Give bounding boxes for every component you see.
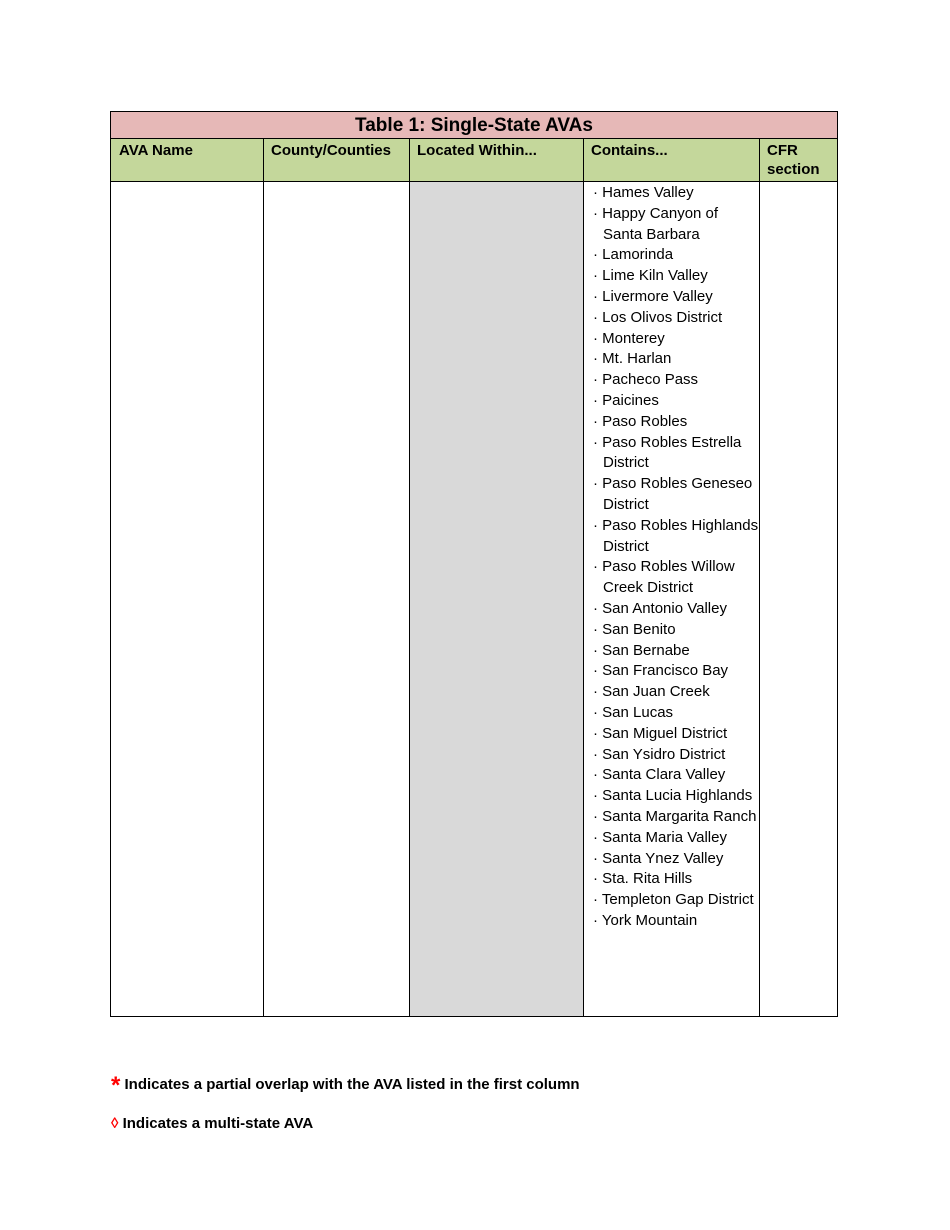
header-cfr-section: CFR section bbox=[767, 142, 820, 178]
contains-list-item: · San Ysidro District bbox=[593, 745, 726, 763]
contains-list-item: · Paso Robles Highlands District bbox=[593, 516, 759, 555]
contains-list-item: · Santa Maria Valley bbox=[593, 828, 727, 846]
contains-list-item: · San Juan Creek bbox=[593, 683, 710, 701]
column-divider bbox=[263, 139, 264, 1016]
contains-list-item: · San Lucas bbox=[593, 703, 674, 721]
contains-list-item: · San Miguel District bbox=[593, 724, 728, 742]
contains-list-item: · Paso Robles Estrella District bbox=[593, 433, 742, 472]
contains-list-item: · Santa Clara Valley bbox=[593, 766, 726, 784]
contains-list-item: · Lamorinda bbox=[593, 246, 674, 264]
contains-list-item: · San Antonio Valley bbox=[593, 599, 727, 617]
diamond-icon: ◊ bbox=[111, 1115, 119, 1132]
contains-list bbox=[584, 183, 759, 932]
header-ava-name: AVA Name bbox=[119, 142, 193, 159]
contains-list-item: · Santa Lucia Highlands bbox=[593, 787, 753, 805]
contains-list-item: · Sta. Rita Hills bbox=[593, 870, 693, 888]
contains-list-item: · Hames Valley bbox=[593, 184, 694, 201]
contains-list-item: · York Mountain bbox=[593, 911, 698, 929]
contains-list-item: · Paso Robles Willow Creek District bbox=[593, 558, 735, 597]
legend-partial-overlap-text: Indicates a partial overlap with the AVA listed in the first column bbox=[124, 1076, 580, 1093]
contains-list-item: · Lime Kiln Valley bbox=[593, 267, 708, 285]
contains-list-item: · Livermore Valley bbox=[593, 287, 713, 305]
contains-list-item: · Happy Canyon of Santa Barbara bbox=[593, 204, 719, 243]
single-state-ava-table bbox=[110, 111, 838, 1017]
contains-list-item: · San Benito bbox=[593, 620, 676, 638]
column-divider bbox=[409, 139, 410, 1016]
header-contains: Contains... bbox=[591, 142, 668, 159]
header-located-within: Located Within... bbox=[417, 142, 537, 159]
contains-list-item: · San Francisco Bay bbox=[593, 662, 729, 680]
contains-list-item: · San Bernabe bbox=[593, 641, 690, 659]
contains-list-item: · Paicines bbox=[593, 391, 659, 409]
legend-multi-state-text: Indicates a multi-state AVA bbox=[122, 1115, 314, 1132]
contains-list-item: · Santa Margarita Ranch bbox=[593, 807, 757, 825]
header-county: County/Counties bbox=[271, 142, 391, 159]
contains-list-item: · Mt. Harlan bbox=[593, 350, 672, 368]
table-title: Table 1: Single-State AVAs bbox=[111, 112, 837, 139]
contains-list-item: · Santa Ynez Valley bbox=[593, 849, 724, 867]
contains-list-item: · Pacheco Pass bbox=[593, 371, 699, 389]
table-header-row bbox=[111, 139, 837, 182]
located-within-cell bbox=[410, 182, 583, 1016]
contains-list-item: · Monterey bbox=[593, 329, 665, 347]
asterisk-icon: * bbox=[111, 1072, 121, 1099]
contains-list-item: · Los Olivos District bbox=[593, 308, 723, 326]
contains-list-item: · Paso Robles bbox=[593, 412, 688, 430]
contains-list-item: · Paso Robles Geneseo District bbox=[593, 475, 753, 513]
legend-multi-state bbox=[111, 1115, 313, 1132]
contains-list-item: · Templeton Gap District bbox=[593, 891, 754, 909]
column-divider bbox=[759, 139, 760, 1016]
legend-partial-overlap bbox=[111, 1072, 580, 1100]
